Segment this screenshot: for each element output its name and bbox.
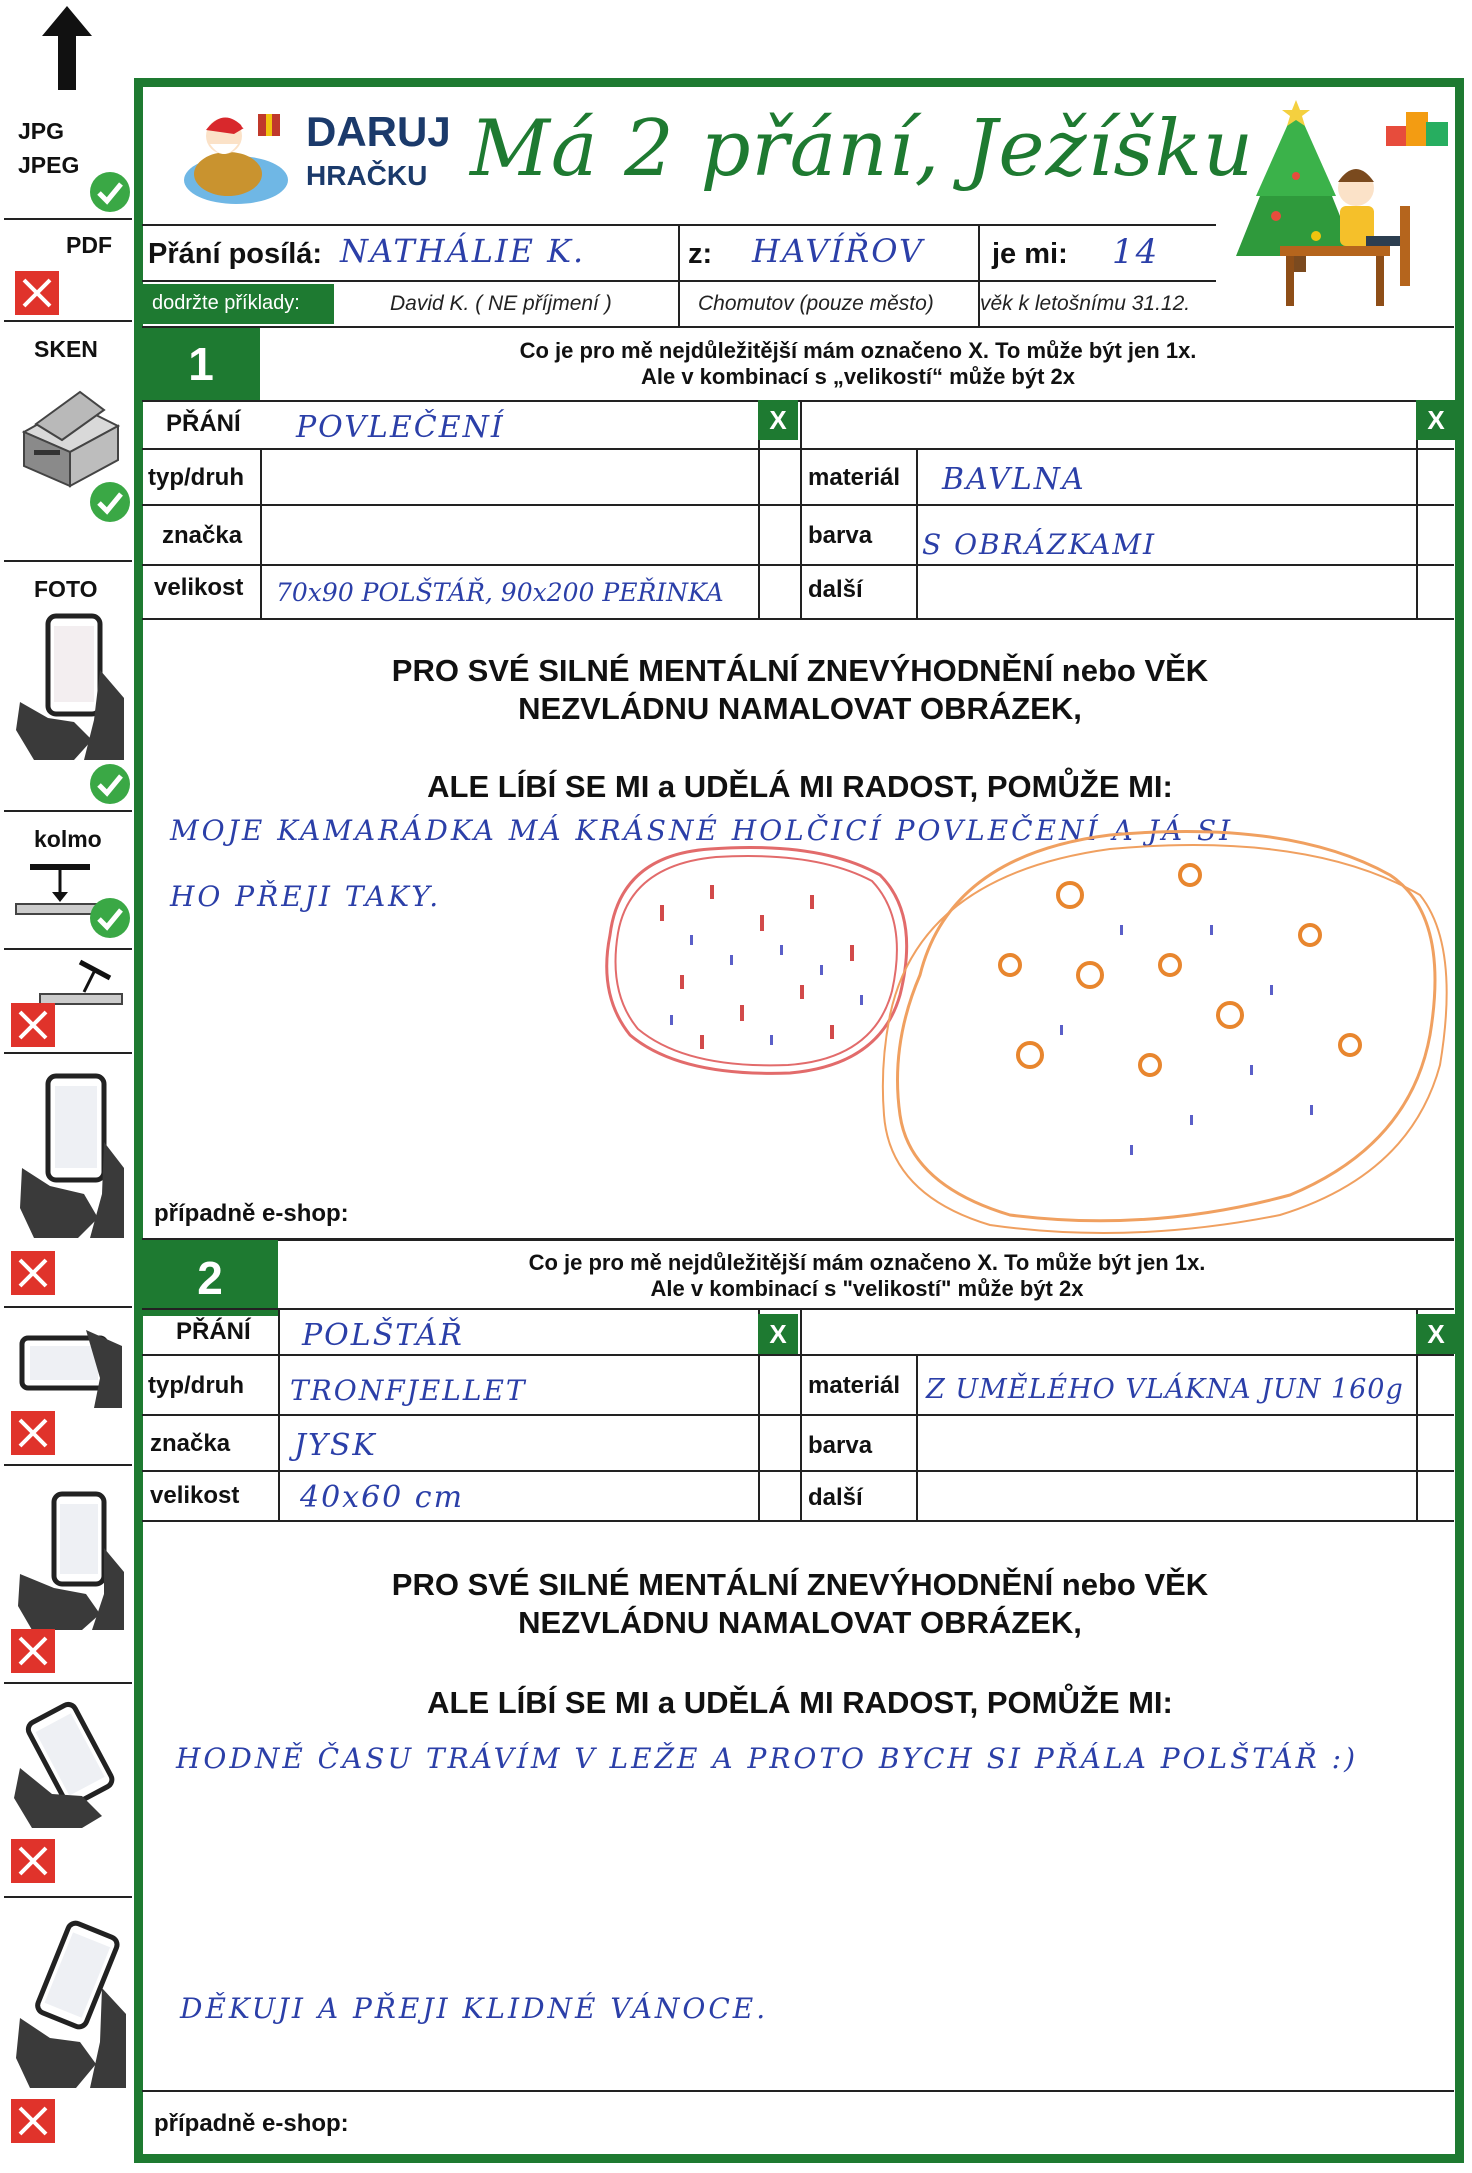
age-label: je mi: xyxy=(992,238,1068,270)
format-perpendicular-label: kolmo xyxy=(34,826,102,852)
divider xyxy=(142,1308,1454,1310)
format-perpendicular-cell xyxy=(4,812,132,950)
upload-instructions-strip xyxy=(0,0,134,2173)
wish-1-label-size: velikost xyxy=(154,574,244,601)
divider xyxy=(260,448,262,618)
divider xyxy=(142,564,1454,566)
check-icon xyxy=(88,170,132,214)
cross-icon xyxy=(10,1628,56,1674)
scanner-icon xyxy=(14,382,126,492)
brand-hracku: HRAČKU xyxy=(306,160,428,191)
wish-2-x-left[interactable]: X xyxy=(758,1314,798,1354)
wish-2-statement-2: NEZVLÁDNU NAMALOVAT OBRÁZEK, xyxy=(518,1605,1082,1640)
wish-1-x-left[interactable]: X xyxy=(758,400,798,440)
phone-tilted-icon xyxy=(12,1698,128,1828)
phone-tilted-icon xyxy=(14,1918,128,2088)
wish-2-value-size[interactable]: 40x60 cm xyxy=(300,1480,465,1515)
divider xyxy=(142,1414,1454,1416)
wish-2-label-wish: PŘÁNÍ xyxy=(176,1318,251,1345)
santa-logo-icon xyxy=(172,100,300,210)
wish-2-statement-1: PRO SVÉ SILNÉ MENTÁLNÍ ZNEVÝHODNĚNÍ nebo VĚK xyxy=(391,1567,1209,1602)
bad-photo-example-2 xyxy=(4,1308,132,1466)
wish-1-x-right[interactable]: X xyxy=(1416,400,1456,440)
format-photo-cell xyxy=(4,562,132,812)
format-photo-label: FOTO xyxy=(34,576,98,602)
phone-angled-icon xyxy=(20,958,124,1008)
wish-2-statement-3: ALE LÍBÍ SE MI a UDĚLÁ MI RADOST, POMŮŽE MI: xyxy=(427,1685,1173,1720)
wish-2-label-brand: značka xyxy=(150,1430,231,1457)
format-pdf-cell xyxy=(4,220,132,322)
wish-1-eshop-label: případně e-shop: xyxy=(154,1200,349,1227)
wish-2-message-line1[interactable]: HODNĚ ČASU TRÁVÍM V LEŽE A PROTO BYCH SI PŘÁLA POLŠTÁŘ :) xyxy=(176,1742,1358,1775)
format-jpg-cell xyxy=(4,108,132,220)
cross-icon xyxy=(10,1838,56,1884)
wish-2-note-line2: Ale v kombinací s "velikostí" může být 2x xyxy=(650,1276,1084,1301)
check-icon xyxy=(88,480,132,524)
wish-2-label-type: typ/druh xyxy=(148,1372,244,1399)
wish-2-value-material[interactable]: Z UMĚLÉHO VLÁKNA JUN 160g xyxy=(926,1374,1404,1405)
cross-icon xyxy=(14,270,60,316)
wish-2-number: 2 xyxy=(142,1240,278,1316)
wish-1-statement-1: PRO SVÉ SILNÉ MENTÁLNÍ ZNEVÝHODNĚNÍ nebo VĚK xyxy=(391,653,1209,688)
divider xyxy=(142,2090,1454,2092)
divider xyxy=(800,1308,802,1520)
brand-daruj: DARUJ xyxy=(306,108,451,155)
phone-landscape-icon xyxy=(16,1328,126,1408)
wish-1-label-material: materiál xyxy=(808,464,901,491)
check-icon xyxy=(88,762,132,806)
age-value[interactable]: 14 xyxy=(1112,232,1160,272)
wish-1-label-wish: PŘÁNÍ xyxy=(166,410,241,437)
wish-2-x-right[interactable]: X xyxy=(1416,1314,1456,1354)
bad-photo-example-5 xyxy=(4,1898,132,2156)
wish-1-label-color: barva xyxy=(808,522,873,549)
wish-1-message-line1[interactable]: MOJE KAMARÁDKA MÁ KRÁSNÉ HOLČICÍ POVLEČENÍ A JÁ SI xyxy=(170,814,1234,847)
example-name: David K. ( NE příjmení ) xyxy=(390,292,612,315)
wish-1-label-type: typ/druh xyxy=(148,464,244,491)
wish-1-message-line2[interactable]: HO PŘEJI TAKY. xyxy=(170,880,442,913)
wish-1-note-line2: Ale v kombinací s „velikostí“ může být 2x xyxy=(640,364,1076,389)
divider xyxy=(678,224,680,326)
examples-label: dodržte příklady: xyxy=(152,292,300,314)
wish-1-value-size[interactable]: 70x90 POLŠTÁŘ, 90x200 PEŘINKA xyxy=(276,578,724,607)
bad-photo-example-4 xyxy=(4,1684,132,1898)
wish-1-label-other: další xyxy=(808,576,863,603)
bad-photo-example-1 xyxy=(4,1054,132,1308)
arrow-up-icon xyxy=(38,4,96,94)
sender-name-value[interactable]: NATHÁLIE K. xyxy=(340,232,586,270)
cross-icon xyxy=(10,1410,56,1456)
wish-1-number: 1 xyxy=(142,328,260,400)
format-jpg-label: JPG xyxy=(18,118,65,144)
example-age: věk k letošnímu 31.12. xyxy=(980,292,1191,315)
divider xyxy=(142,448,1454,450)
cross-icon xyxy=(10,1002,56,1048)
cross-icon xyxy=(10,1250,56,1296)
divider xyxy=(142,1520,1454,1522)
wish-2-label-size: velikost xyxy=(150,1482,240,1509)
divider xyxy=(142,1470,1454,1472)
wish-1-note-line1: Co je pro mě nejdůležitější mám označeno X. To může být jen 1x. xyxy=(519,338,1197,363)
divider xyxy=(142,400,1454,402)
divider xyxy=(142,504,1454,506)
phone-in-hand-icon xyxy=(16,1490,126,1630)
format-jpeg-label: JPEG xyxy=(18,152,80,178)
wish-2-message-line2[interactable]: DĚKUJI A PŘEJI KLIDNÉ VÁNOCE. xyxy=(180,1992,769,2025)
format-pdf-label: PDF xyxy=(66,232,112,258)
phone-in-hand-icon xyxy=(14,610,132,760)
wish-2-label-material: materiál xyxy=(808,1372,901,1399)
city-value[interactable]: HAVÍŘOV xyxy=(752,232,925,270)
sender-label: Přání posílá: xyxy=(148,238,323,270)
wish-1-statement-2: NEZVLÁDNU NAMALOVAT OBRÁZEK, xyxy=(518,691,1082,726)
wish-2-value-brand[interactable]: JYSK xyxy=(294,1428,377,1463)
christmas-tree-child-illustration xyxy=(1216,96,1454,308)
wish-1-value-color[interactable]: S OBRÁZKAMI xyxy=(922,528,1157,561)
check-icon xyxy=(88,896,132,940)
bad-photo-example-3 xyxy=(4,1466,132,1684)
format-scan-label: SKEN xyxy=(34,336,98,362)
wish-1-value-wish[interactable]: POVLEČENÍ xyxy=(296,410,505,445)
wish-1-label-brand: značka xyxy=(162,522,243,549)
phone-in-hand-icon xyxy=(18,1068,126,1238)
divider xyxy=(800,400,802,618)
wish-2-note-line1: Co je pro mě nejdůležitější mám označeno X. To může být jen 1x. xyxy=(528,1250,1206,1275)
wish-2-eshop-label: případně e-shop: xyxy=(154,2110,349,2137)
wish-2-label-color: barva xyxy=(808,1432,873,1459)
example-city: Chomutov (pouze město) xyxy=(698,292,934,315)
format-scan-cell xyxy=(4,322,132,562)
wish-2-value-wish[interactable]: POLŠTÁŘ xyxy=(302,1318,464,1353)
wish-1-value-material[interactable]: BAVLNA xyxy=(942,462,1086,497)
wish-2-label-other: další xyxy=(808,1484,863,1511)
divider xyxy=(916,1354,918,1520)
city-label: z: xyxy=(688,238,713,270)
divider xyxy=(142,618,1454,620)
divider xyxy=(278,1308,280,1520)
divider xyxy=(142,1238,1454,1241)
divider xyxy=(916,448,918,618)
divider xyxy=(142,1354,1454,1356)
page-title: Má 2 přání, Ježíšku xyxy=(470,104,1255,194)
format-angled-cell xyxy=(4,950,132,1054)
divider xyxy=(142,326,1454,328)
cross-icon xyxy=(10,2098,56,2144)
child-drawing-bedding xyxy=(590,815,1460,1235)
wish-1-statement-3: ALE LÍBÍ SE MI a UDĚLÁ MI RADOST, POMŮŽE MI: xyxy=(427,769,1173,804)
wish-2-value-type[interactable]: TRONFJELLET xyxy=(290,1374,527,1407)
